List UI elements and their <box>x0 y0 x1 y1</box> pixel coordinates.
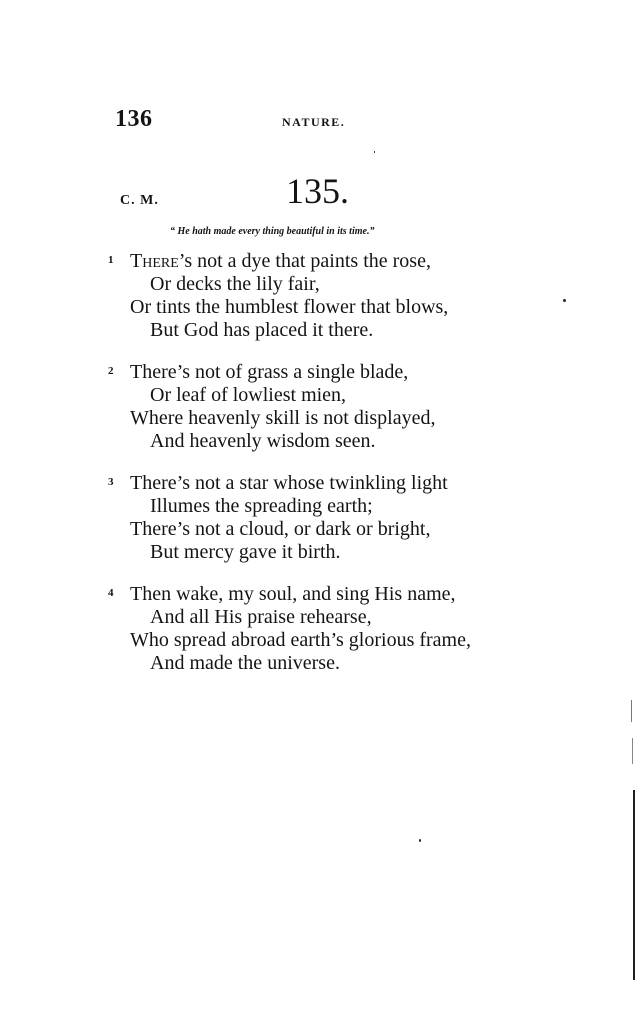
stanza-line-rest: ’s not a dye that paints the rose, <box>178 250 431 272</box>
stanza-line: There’s not of grass a single blade, <box>130 361 409 383</box>
stanza-line-initial-word: There <box>130 250 179 272</box>
stanza-number: 2 <box>108 365 114 377</box>
scan-speck <box>563 299 566 302</box>
stanza-line: There’s not a cloud, or dark or bright, <box>130 518 431 540</box>
running-head: NATURE. <box>282 115 346 129</box>
stanza-line: There’s not a star whose twinkling light <box>130 472 448 494</box>
stanza-line: Or decks the lily fair, <box>150 273 320 295</box>
stanza-line: But mercy gave it birth. <box>150 541 341 563</box>
stanza-line: Then wake, my soul, and sing His name, <box>130 583 456 605</box>
stanza-line: Who spread abroad earth’s glorious frame, <box>130 629 471 651</box>
hymn-number: 135. <box>286 171 349 211</box>
scan-speck <box>374 151 375 153</box>
stanza-number: 1 <box>108 254 114 266</box>
stanza-line: And all His praise rehearse, <box>150 606 372 628</box>
scan-speck <box>419 839 421 842</box>
page-edge-line <box>633 790 635 980</box>
stanza-number: 4 <box>108 587 114 599</box>
page-edge-line <box>632 738 633 764</box>
stanza-line: And heavenly wisdom seen. <box>150 430 376 452</box>
page-edge-line <box>631 700 632 722</box>
stanza-line <box>130 250 431 273</box>
stanza-line: And made the universe. <box>150 652 340 674</box>
hymn-meter: C. M. <box>120 193 159 208</box>
hymn-epigraph: “ He hath made every thing beautiful in its time.” <box>170 226 375 237</box>
stanza-line: Where heavenly skill is not displayed, <box>130 407 436 429</box>
page-number: 136 <box>115 106 153 132</box>
stanza-line: Or leaf of lowliest mien, <box>150 384 347 406</box>
stanza-line: Or tints the humblest flower that blows, <box>130 296 449 318</box>
stanza-number: 3 <box>108 476 114 488</box>
stanza-line: But God has placed it there. <box>150 319 374 341</box>
stanza-line: Illumes the spreading earth; <box>150 495 373 517</box>
